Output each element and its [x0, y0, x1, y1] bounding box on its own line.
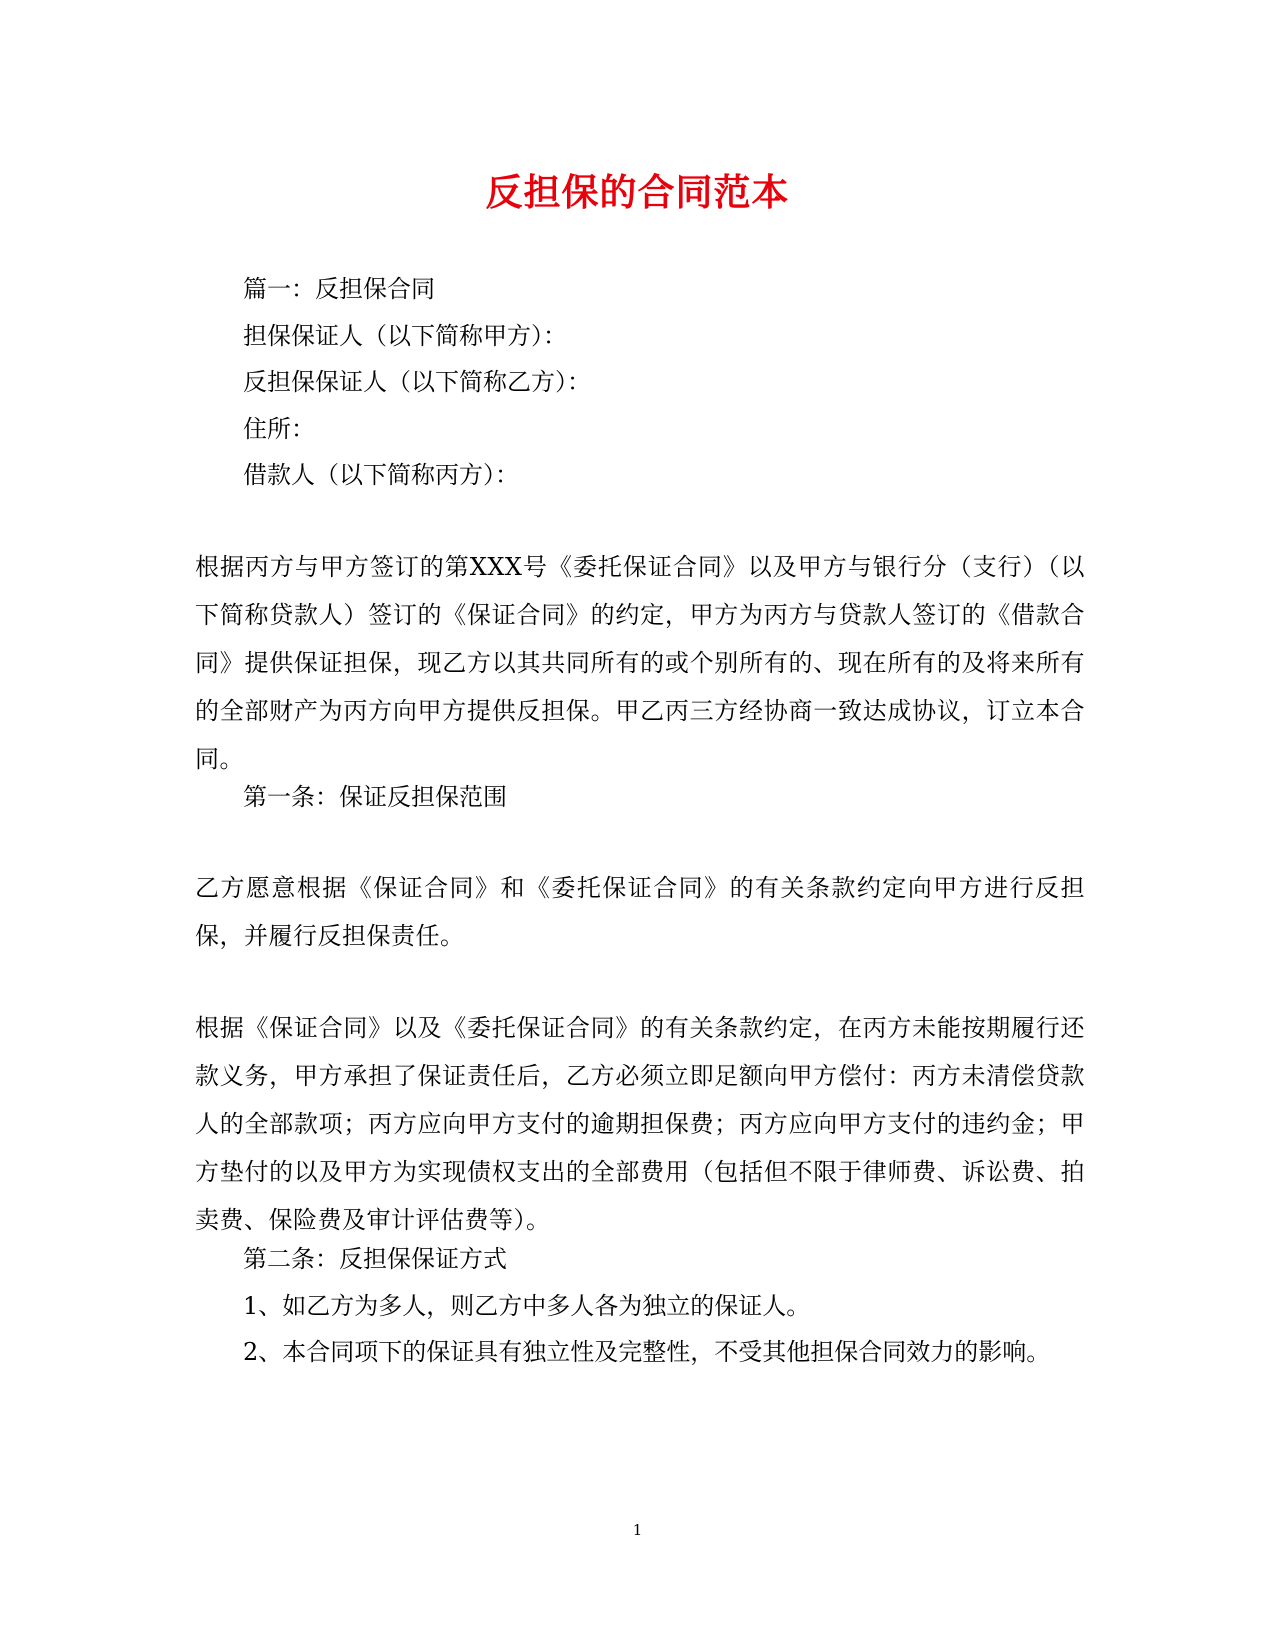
article-2-item-1: 1、如乙方为多人，则乙方中多人各为独立的保证人。	[243, 1292, 811, 1320]
article-1-paragraph-2: 根据《保证合同》以及《委托保证合同》的有关条款约定，在丙方未能按期履行还款义务，甲方承担了保证责任后，乙方必须立即足额向甲方偿付：丙方未清偿贷款人的全部款项；丙方应向甲方支付的逾期担保费；丙方应向甲方支付的违约金；甲方垫付的以及甲方为实现债权支出的全部费用（包括但不限于律师费、诉讼费、拍卖费、保险费及审计评估费等）。	[195, 1014, 1085, 1234]
counter-guarantor-line: 反担保保证人（以下简称乙方）：	[243, 368, 591, 396]
borrower-line: 借款人（以下简称丙方）：	[243, 461, 519, 489]
article-1-heading: 第一条：保证反担保范围	[243, 783, 507, 811]
page-title: 反担保的合同范本	[485, 170, 790, 214]
address-line: 住所：	[243, 415, 315, 443]
preamble-paragraph: 根据丙方与甲方签订的第XXX号《委托保证合同》以及甲方与银行分（支行）（以下简称贷款人）签订的《保证合同》的约定，甲方为丙方与贷款人签订的《借款合同》提供保证担保，现乙方以其共同所有的或个别所有的、现在所有的及将来所有的全部财产为丙方向甲方提供反担保。甲乙丙三方经协商一致达成协议，订立本合同。	[195, 553, 1085, 773]
page-number: 1	[632, 1521, 643, 1539]
article-1-paragraph-1: 乙方愿意根据《保证合同》和《委托保证合同》的有关条款约定向甲方进行反担保，并履行反担保责任。	[195, 874, 1085, 950]
article-2-item-2: 2、本合同项下的保证具有独立性及完整性，不受其他担保合同效力的影响。	[243, 1338, 1051, 1366]
guarantor-line: 担保保证人（以下简称甲方）：	[243, 322, 567, 350]
section-heading: 篇一：反担保合同	[243, 275, 435, 303]
article-2-heading: 第二条：反担保保证方式	[243, 1245, 507, 1273]
